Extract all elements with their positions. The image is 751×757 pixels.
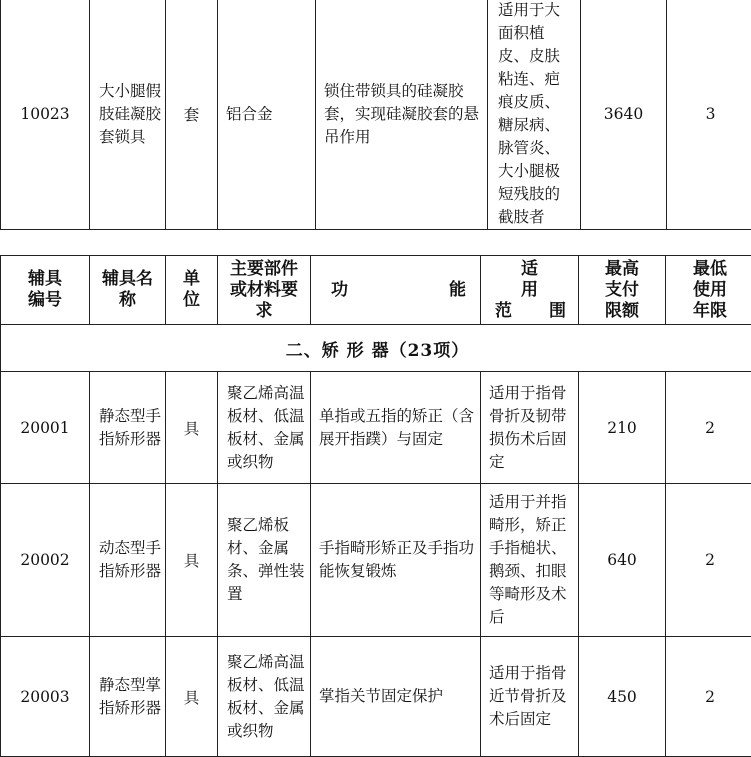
table-row <box>1 372 751 484</box>
cell-unit: 具 <box>166 637 218 757</box>
table-row <box>1 0 751 230</box>
cell-function <box>311 484 481 637</box>
cell-price: 640 <box>579 484 666 637</box>
cell-name-text: 静态型掌指矫形器 <box>90 674 165 720</box>
cell-material-text: 聚乙烯高温板材、低温板材、金属或织物 <box>218 382 310 474</box>
table-top <box>0 0 751 230</box>
cell-name <box>90 0 166 230</box>
cell-years: 2 <box>666 372 751 484</box>
cell-name-text: 动态型手指矫形器 <box>90 537 165 583</box>
section-title: 二、矫 形 器（23项） <box>1 325 751 372</box>
cell-function <box>311 372 481 484</box>
section-row <box>1 325 751 372</box>
cell-function-text: 单指或五指的矫正（含展开指蹼）与固定 <box>311 405 480 451</box>
header-function <box>311 256 481 325</box>
cell-scope <box>481 372 579 484</box>
cell-code: 20003 <box>1 637 90 757</box>
cell-price: 210 <box>579 372 666 484</box>
cell-price: 3640 <box>581 0 667 230</box>
cell-scope-text: 适用于指骨近节骨折及术后固定 <box>481 662 578 731</box>
cell-material <box>218 484 311 637</box>
header-scope-3b: 围 <box>549 301 566 322</box>
cell-price: 450 <box>579 637 666 757</box>
cell-name-text: 静态型手指矫形器 <box>90 405 165 451</box>
header-code: 辅具编号 <box>1 256 90 325</box>
cell-material-text: 聚乙烯板材、金属条、弹性装置 <box>218 514 310 606</box>
cell-name <box>90 372 166 484</box>
cell-material <box>218 372 311 484</box>
table-header-row <box>1 256 751 325</box>
header-unit: 单位 <box>166 256 218 325</box>
cell-material-text: 聚乙烯高温板材、低温板材、金属或织物 <box>218 651 310 743</box>
header-material: 主要部件或材料要求 <box>218 256 311 325</box>
table-row <box>1 484 751 637</box>
cell-years: 2 <box>666 484 751 637</box>
cell-material-text: 铝合金 <box>218 103 315 126</box>
cell-scope-text: 适用于大面积植皮、皮肤粘连、疤痕皮质、糖尿病、脉管炎、大小腿极短残肢的截肢者 <box>488 0 580 229</box>
cell-code: 20002 <box>1 484 90 637</box>
cell-unit: 套 <box>166 0 218 230</box>
header-price: 最高支付限额 <box>579 256 666 325</box>
cell-scope <box>481 484 579 637</box>
header-scope-1: 适 <box>481 259 578 280</box>
header-scope-2: 用 <box>481 280 578 301</box>
cell-scope-text: 适用于指骨骨折及韧带损伤术后固定 <box>481 382 578 474</box>
cell-scope <box>488 0 581 230</box>
table-row <box>1 637 751 757</box>
table-main <box>0 255 751 757</box>
cell-name <box>90 484 166 637</box>
cell-function-text: 手指畸形矫正及手指功能恢复锻炼 <box>311 537 480 583</box>
header-function-left: 功 <box>331 280 348 301</box>
cell-unit: 具 <box>166 484 218 637</box>
header-scope <box>481 256 579 325</box>
header-scope-3a: 范 <box>495 301 512 322</box>
header-name: 辅具名称 <box>90 256 166 325</box>
cell-scope <box>481 637 579 757</box>
cell-material <box>218 637 311 757</box>
cell-function <box>311 637 481 757</box>
cell-years: 2 <box>666 637 751 757</box>
cell-years: 3 <box>667 0 751 230</box>
cell-function-text: 掌指关节固定保护 <box>311 685 480 708</box>
header-years: 最低使用年限 <box>666 256 751 325</box>
header-function-right: 能 <box>449 280 466 301</box>
cell-scope-text: 适用于并指畸形，矫正手指槌状、鹅颈、扣眼等畸形及术后 <box>481 491 578 629</box>
cell-function-text: 锁住带锁具的硅凝胶套，实现硅凝胶套的悬吊作用 <box>316 80 487 149</box>
cell-name <box>90 637 166 757</box>
cell-material <box>218 0 316 230</box>
cell-code: 20001 <box>1 372 90 484</box>
cell-code: 10023 <box>1 0 90 230</box>
cell-unit: 具 <box>166 372 218 484</box>
cell-name-text: 大小腿假肢硅凝胶套锁具 <box>90 80 165 149</box>
cell-function <box>316 0 488 230</box>
